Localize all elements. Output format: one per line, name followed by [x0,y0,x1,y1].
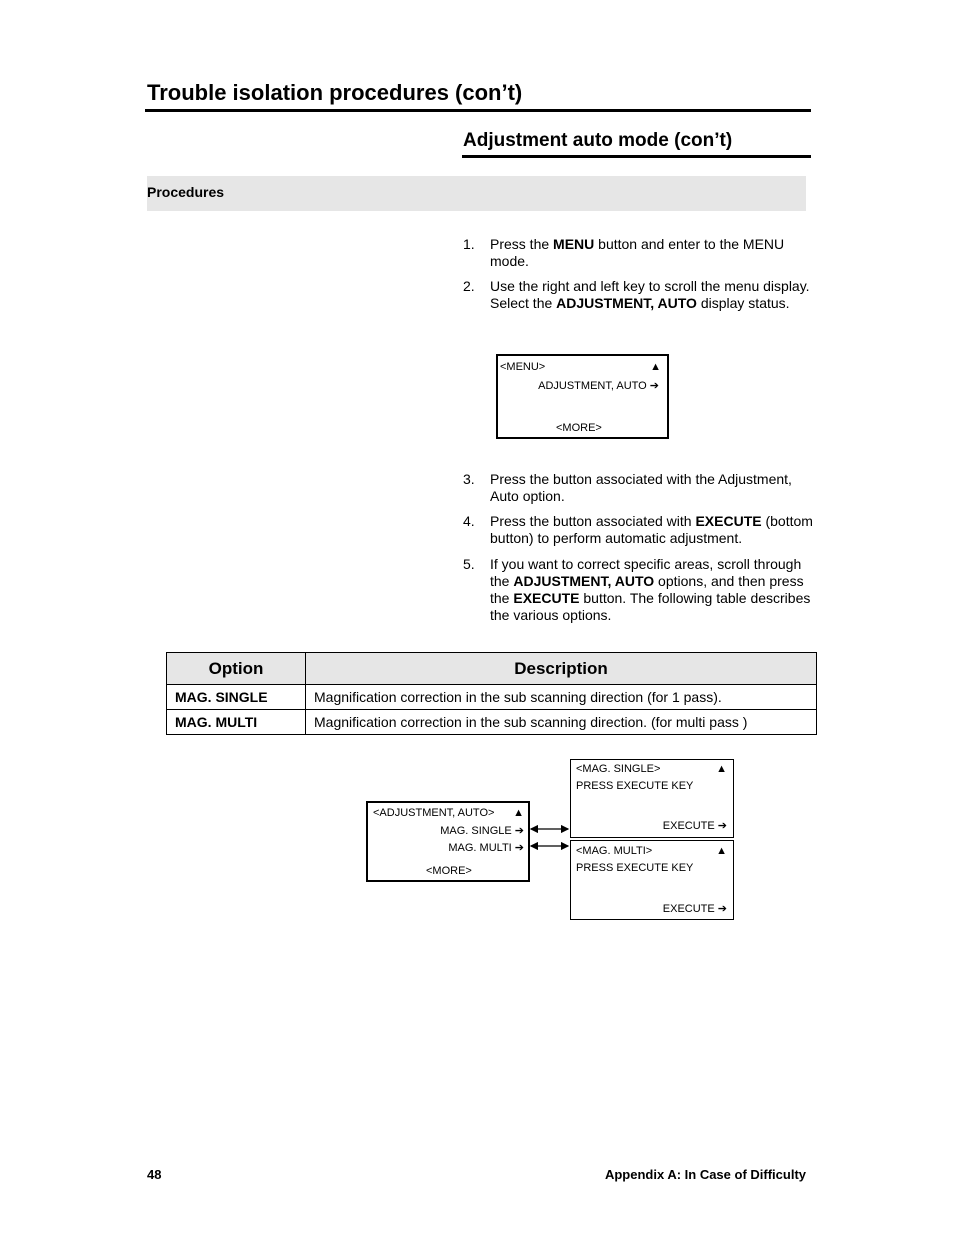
connector-arrows [528,820,572,856]
description-cell: Magnification correction in the sub scanning direction (for 1 pass). [306,685,817,710]
up-arrow-icon: ▲ [513,807,524,819]
menu-display-header: <MENU> [500,361,546,373]
procedures-label: Procedures [147,184,225,200]
column-header-option: Option [167,653,306,685]
menu-item-mag-single: MAG. SINGLE ➔ [440,825,524,837]
execute-label: EXECUTE ➔ [662,820,727,832]
page-number: 48 [147,1167,162,1182]
step-number: 5. [463,556,475,572]
table-header-row [167,653,817,685]
more-label: <MORE> [556,422,602,434]
step-text: Press the MENU button and enter to the MENU mode. [490,236,785,269]
step-number: 2. [463,278,475,294]
adjustment-display-header: <ADJUSTMENT, AUTO> [373,807,495,819]
step-2 [463,278,815,312]
up-arrow-icon: ▲ [650,361,661,373]
footer-chapter: Appendix A: In Case of Difficulty [604,1167,806,1182]
mag-single-header: <MAG. SINGLE> [576,763,661,775]
execute-label: EXECUTE ➔ [662,903,727,915]
press-execute-text: PRESS EXECUTE KEY [576,862,694,874]
section-title: Adjustment auto mode (con’t) [463,130,733,151]
mag-multi-header: <MAG. MULTI> [576,845,653,857]
step-text: If you want to correct specific areas, scroll through the ADJUSTMENT, AUTO options, and then press the EXECUTE button. The following table describes the various options. [490,556,811,623]
procedures-bar [147,176,806,211]
more-label: <MORE> [426,865,472,877]
step-text: Press the button associated with EXECUTE (bottom button) to perform automatic adjustment. [490,513,813,546]
menu-display [496,354,669,439]
step-1 [463,236,815,270]
up-arrow-icon: ▲ [716,763,727,775]
press-execute-text: PRESS EXECUTE KEY [576,780,694,792]
step-text: Press the button associated with the Adjustment, Auto option. [490,471,792,504]
mag-multi-display [570,840,734,920]
description-cell: Magnification correction in the sub scanning direction. (for multi pass ) [306,710,817,735]
page-title: Trouble isolation procedures (con’t) [147,80,523,105]
step-number: 4. [463,513,475,529]
section-rule [462,155,811,158]
step-number: 1. [463,236,475,252]
title-rule [145,109,811,112]
column-header-description: Description [306,653,817,685]
table-row [167,685,817,710]
step-4 [463,513,815,547]
step-3 [463,471,815,505]
adjustment-auto-display [366,801,530,882]
step-number: 3. [463,471,475,487]
option-cell: MAG. SINGLE [167,685,306,710]
up-arrow-icon: ▲ [716,845,727,857]
menu-item-adjustment-auto: ADJUSTMENT, AUTO ➔ [538,380,659,392]
option-cell: MAG. MULTI [167,710,306,735]
step-5 [463,556,815,624]
table-row [167,710,817,735]
menu-item-mag-multi: MAG. MULTI ➔ [448,842,524,854]
options-table [166,652,817,735]
mag-single-display [570,759,734,838]
step-text: Use the right and left key to scroll the menu display. Select the ADJUSTMENT, AUTO display status. [490,278,810,311]
